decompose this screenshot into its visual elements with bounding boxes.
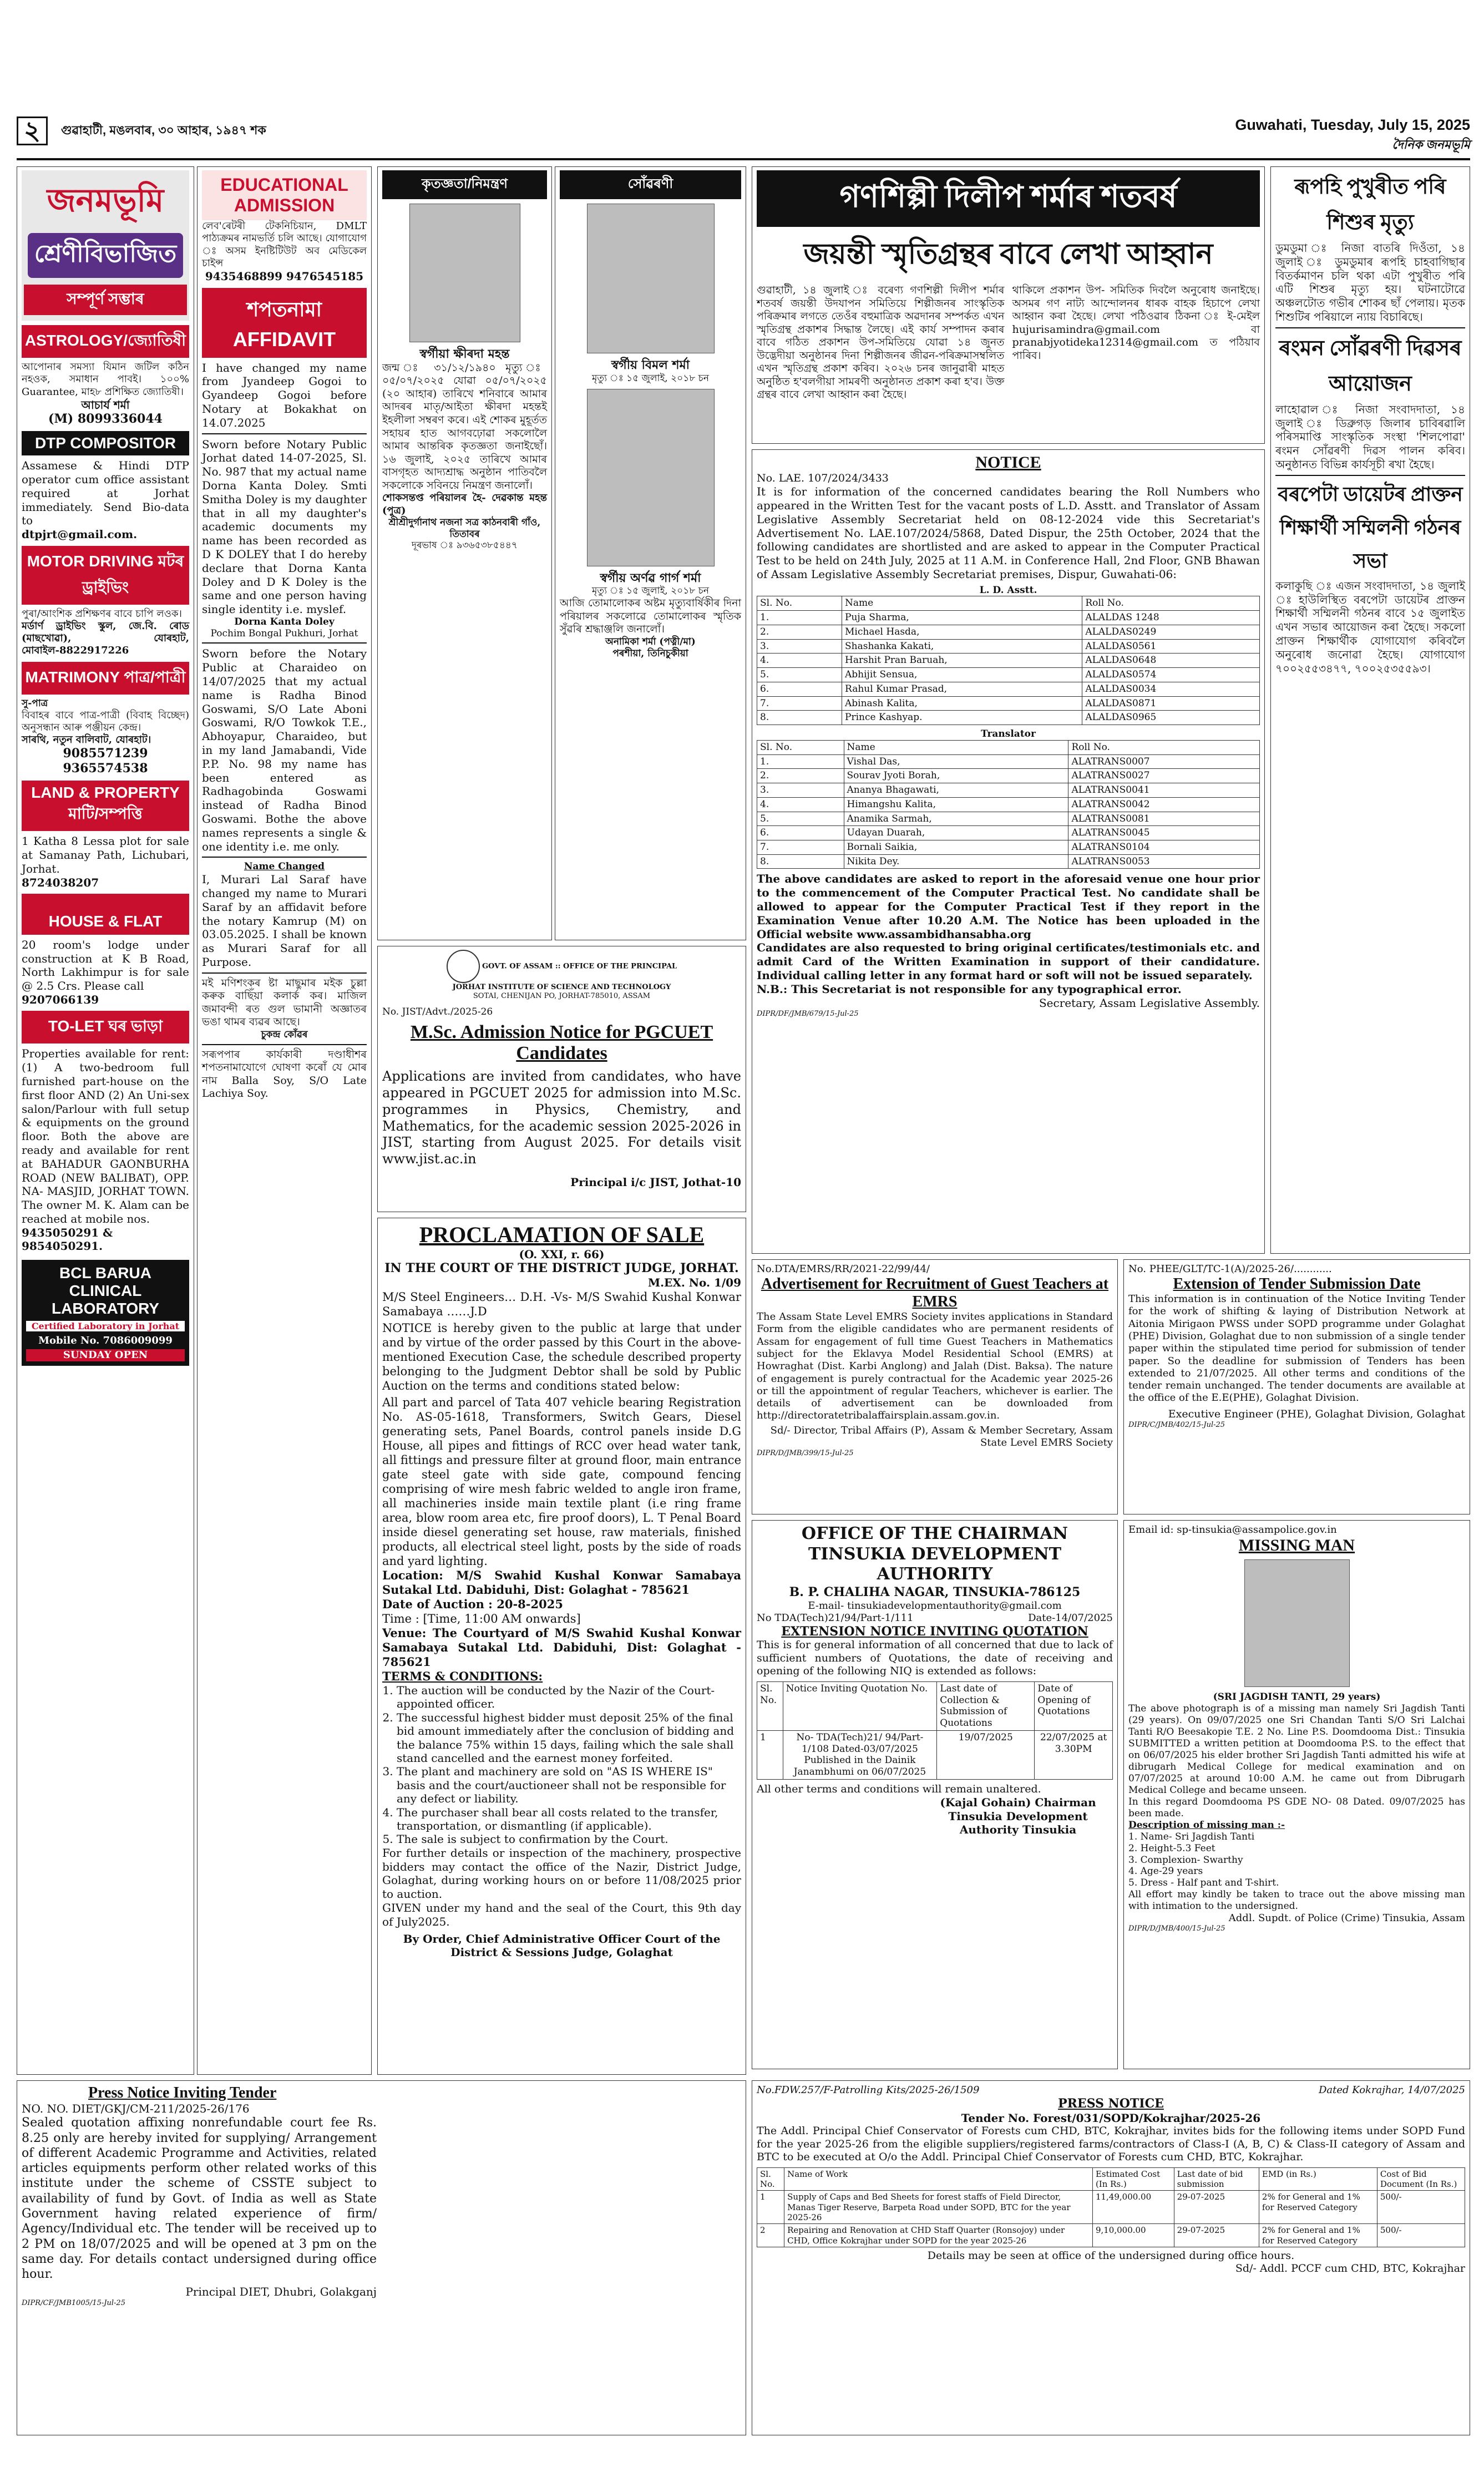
ld-table-cell: 8. — [757, 711, 842, 725]
sale-given: GIVEN under my hand and the seal of the Court, this 9th day of July2025. — [382, 1901, 741, 1928]
divider — [202, 1044, 367, 1045]
missing-desc-item: 4. Age-29 years — [1128, 1866, 1203, 1877]
tda-email: E-mail- tinsukiadevelopmentauthority@gmail.com — [808, 1599, 1062, 1612]
astrology-name: আচাৰ্য শৰ্মা — [81, 398, 130, 412]
educational-phone: 9435468899 9476545185 — [205, 270, 364, 283]
divider — [1275, 475, 1465, 476]
jist-institute: JORHAT INSTITUTE OF SCIENCE AND TECHNOLOGY — [452, 983, 671, 991]
ld-table-cell: 4. — [757, 654, 842, 668]
astrology-phone: (M) 8099336044 — [48, 412, 163, 427]
jist-title: M.Sc. Admission Notice for PGCUET Candidates — [410, 1022, 713, 1064]
obituary-2-name-1: স্বৰ্গীয় বিমল শৰ্মা — [611, 358, 690, 372]
sale-text: NOTICE is hereby given to the public at large that under and by virtue of the order passed by this Court in the above-mentioned Execution Case, the schedule described property belonging to the Judgment Debtor shall be sold by Public Auction on the terms and conditions stated below: — [382, 1321, 741, 1392]
bcl-name: BCL BARUA CLINICAL LABORATORY — [52, 1264, 159, 1317]
tda-title-2: TINSUKIA DEVELOPMENT AUTHORITY — [808, 1544, 1062, 1584]
btc-signature: Sd/- Addl. PCCF cum CHD, BTC, Kokrajhar — [1235, 2262, 1465, 2275]
translator-table — [757, 740, 1260, 869]
emrs-ref: No.DTA/EMRS/RR/2021-22/99/44/ — [757, 1263, 930, 1275]
tda-date: Date-14/07/2025 — [1028, 1612, 1113, 1624]
phe-signature: Executive Engineer (PHE), Golaghat Division, Golaghat — [1168, 1407, 1465, 1420]
motor-heading: MOTOR DRIVING মটৰ ড্ৰাইভিং — [22, 546, 189, 605]
tda-col: Last date of Collection & Submission of Quotations — [937, 1681, 1035, 1730]
translator-table-cell: ALATRANS0081 — [1068, 812, 1260, 826]
land-text: 1 Katha 8 Lessa plot for sale at Samanay Path, Lichubari, Jorhat. — [22, 834, 189, 875]
translator-table-row — [757, 797, 1260, 812]
affidavit-3: Sworn before the Notary Public at Charaideo on 14/07/2025 that my actual name is Radha Binod Goswami, S/O Late Aboni Goswami, R/O Towkok T.E., Abhoyapur, Charaideo, but in my land Jamabandi, Vide P.P. No. 98 my name has been entered as Radhagobinda Goswami instead of Radha Binod Goswami. Bothe the above names represents a single & one identity i.e. me only. — [202, 647, 367, 853]
ld-table-row — [757, 625, 1260, 639]
missing-caption: (SRI JAGDISH TANTI, 29 years) — [1213, 1691, 1381, 1703]
btc-table-cell: 2% for General and 1% for Reserved Category — [1259, 2191, 1377, 2224]
header-rule — [17, 158, 1470, 160]
missing-footer: All effort may kindly be taken to trace out the above missing man with intimation to the undersigned. — [1128, 1888, 1465, 1912]
ld-table-cell: Prince Kashyap. — [842, 711, 1082, 725]
translator-table-cell: ALATRANS0104 — [1068, 840, 1260, 854]
assembly-text: It is for information of the concerned candidates bearing the Roll Numbers who appeared in the Written Test for the vacant posts of L.D. Asstt. and Translator of Assam Legislative Assembly Secretariat held on 08-12-2024 vide this Secretariat's Advertisement No. LAE.107/2024/5868, Dated Dispur, the 25th October, 2024 that the following candidates are shortlisted and are asked to appear in the Computer Practical Test to be held on 24th July, 2025 at 11 A.M. in Conference Hall, 2nd Floor, GNB Bhawan of Assam Legislative Assembly Secretariat premises, Dispur, Guwahati-06: — [757, 485, 1260, 581]
divider — [1275, 327, 1465, 328]
affidavit-2: Sworn before Notary Public Jorhat dated 14-07-2025, Sl. No. 987 that my actual name Dorna Kanta Doley. Smti Smitha Doley is my daughter that in all my daughter's academic documents my name has been recorded as D K DOLEY that I do hereby declare that Dorna Kanta Doley and D K Doley is the same and one person having single identity i.e. myslef. — [202, 437, 367, 616]
translator-table-cell: Sourav Jyoti Borah, — [844, 769, 1068, 783]
divider — [202, 433, 367, 434]
sale-term: 3. The plant and machinery are sold on "AS IS WHERE IS" basis and the court/auctioneer shall not be responsible for any defect or liability. — [397, 1765, 741, 1805]
translator-table-cell: ALATRANS0045 — [1068, 826, 1260, 840]
obituary-2-heading: সোঁৱৰণী — [560, 170, 741, 199]
ld-table-cell: 6. — [757, 682, 842, 696]
translator-table-cell: Nikita Dey. — [844, 854, 1068, 869]
btc-table-header-cell: EMD (in Rs.) — [1259, 2167, 1377, 2191]
sale-court: IN THE COURT OF THE DISTRICT JUDGE, JORHAT. — [384, 1261, 739, 1276]
news-3-headline: বৰপেটা ডায়েটৰ প্ৰাক্তন শিক্ষাৰ্থী সম্মিলনী গঠনৰ সভা — [1278, 483, 1463, 572]
banner-title: জনমভূমি — [47, 183, 164, 219]
lead-headline-2: জয়ন্তী স্মৃতিগ্ৰন্থৰ বাবে লেখা আহ্বান — [803, 239, 1213, 270]
name-changed-text: I, Murari Lal Saraf have changed my name to Murari Saraf by an affidavit before the notary Kamrup (M) on 03.05.2025. I shall be known as Murari Saraf for all Purpose. — [202, 873, 367, 969]
obituary-1-phone: দূৰভাষ ঃ ৯৩৬৫৩৮৫৪৪৭ — [412, 540, 518, 551]
educational-text: লেব'ৰেটৰী টেকনিচিয়ান, DMLT পাঠ্যক্ৰমৰ নামভৰ্তি চলি আছে। যোগাযোগ ঃ অসম ইনষ্টিটিউট অব মেডিকেল চাইন্স — [202, 220, 367, 269]
ld-table-header-cell: Sl. No. — [757, 596, 842, 611]
btc-table-cell: Supply of Caps and Bed Sheets for forest staffs of Field Director, Manas Tiger Reserve, Barpeta Road under SOPD, BTC for the year 2025-26 — [784, 2191, 1093, 2224]
banner-subtitle: শ্ৰেণীবিভাজিত — [28, 233, 184, 278]
btc-table-cell: 2% for General and 1% for Reserved Category — [1259, 2224, 1377, 2247]
btc-table-cell: 29-07-2025 — [1174, 2224, 1259, 2247]
obituary-2-death-1: মৃত্যু ঃ ১৫ জুলাই, ২০১৮ চন — [591, 372, 710, 384]
translator-table-cell: Vishal Das, — [844, 754, 1068, 769]
ld-table-row — [757, 668, 1260, 682]
obituary-2-name-2: স্বৰ্গীয় অৰ্ণৱ গাৰ্গ শৰ্মা — [600, 570, 701, 585]
missing-dipr: DIPR/D/JMB/400/15-Jul-25 — [1128, 1924, 1225, 1933]
btc-text: The Addl. Principal Chief Conservator of Forests cum CHD, BTC, Kokrajhar, invites bids for the following items under SOPD Fund for the year 2025-26 from the eligible suppliers/registered farms/contractors of Class-I (A, B, C) & Class-II category of Assam and BTC to be executed at O/o the Addl. Principal Chief Conservator of Forests cum CHD, BTC, Kokrajhar. — [757, 2125, 1465, 2164]
sale-terms — [382, 1684, 741, 1846]
tda-cell: 22/07/2025 at 3.30PM — [1035, 1730, 1113, 1779]
tda-address: B. P. CHALIHA NAGAR, TINSUKIA-786125 — [789, 1584, 1081, 1599]
obituary-2-death-2: মৃত্যু ঃ ১৫ জুলাই, ২০১৮ চন — [591, 585, 710, 597]
translator-table-cell: ALATRANS0053 — [1068, 854, 1260, 869]
btc-table-header-cell: Estimated Cost (In Rs.) — [1092, 2167, 1174, 2191]
name-changed-heading: Name Changed — [244, 861, 325, 873]
phe-dipr: DIPR/C/JMB/402/15-Jul-25 — [1128, 1420, 1225, 1429]
assembly-notice — [752, 449, 1265, 1254]
bcl-phone: Mobile No. 7086009099 — [38, 1335, 173, 1347]
news-1-text: ডুমডুমা ঃ নিজা বাতৰি দিওঁতা, ১৪ জুলাই ঃ ডুমডুমাৰ ৰূপহি চাহবাগিছাৰ বিতৰ্কমাণন চলি থকা এটা পুখুৰীত পৰি এটি শিশুৰ মৃত্যু হয়। ঘটনাটোৱে অঞ্চলটোত গভীৰ শোকৰ ছাঁ পেলায়। মৃতক শিশুটিৰ পৰিয়ালে ন্যায় বিচাৰিছে। — [1275, 241, 1465, 323]
ld-table-cell: ALALDAS0034 — [1082, 682, 1260, 696]
btc-table-cell: 1 — [757, 2191, 784, 2224]
btc-table-header-cell: Sl. No. — [757, 2167, 784, 2191]
assembly-dipr: DIPR/DF/JMB/679/15-Jul-25 — [757, 1010, 859, 1018]
divider — [202, 642, 367, 644]
ld-table-cell: Shashanka Kakati, — [842, 639, 1082, 654]
land-phone: 8724038207 — [22, 875, 99, 889]
missing-desc-item: 2. Height-5.3 Feet — [1128, 1842, 1215, 1854]
translator-table-row — [757, 783, 1260, 798]
ld-table-cell: ALALDAS0965 — [1082, 711, 1260, 725]
missing-text: The above photograph is of a missing man namely Sri Jagdish Tanti (29 years). On 09/07/2025 one Sri Chandan Tanti S/O Sri Lalchai Tanti R/O Beesakopie T.E. 2 No. Line P.S. Doomdooma Dist.: Tinsukia SUBMITTED a written petition at Doomdooma P.S. to the effect that on 06/07/2025 his elder brother Sri Jagdish Tanti admitted his wife at dibrugarh Medical College for medical examination and on 07/07/2025 at around 10:00 A.M. he came out from Dibrugarh Medical College and became unseen. — [1128, 1703, 1465, 1796]
matrimony-text: বিবাহৰ বাবে পাত্ৰ-পাত্ৰী (বিবাহ বিচ্ছেদ) অনুসন্ধান আৰু পঞ্জীয়ন কেন্দ্ৰ। — [22, 709, 189, 733]
btc-table-header-cell: Last date of bid submission — [1174, 2167, 1259, 2191]
btc-table-row — [757, 2191, 1465, 2224]
missing-email: Email id: sp-tinsukia@assampolice.gov.in — [1128, 1524, 1337, 1536]
sale-title: PROCLAMATION OF SALE — [419, 1222, 705, 1247]
diet-title: Press Notice Inviting Tender — [88, 2084, 277, 2101]
translator-table-row — [757, 769, 1260, 783]
jist-logo-icon — [447, 950, 480, 983]
jist-header — [382, 950, 741, 1001]
dtp-text: Assamese & Hindi DTP operator cum office assistant required at Jorhat immediately. Send Bio-data to — [22, 459, 189, 528]
matrimony-sub: সু-পাত্ৰ — [22, 697, 48, 709]
assembly-footer: The above candidates are asked to report in the aforesaid venue one hour prior to the commencement of the Computer Practical Test. No candidate shall be allowed to appear for the Computer Practical Test if they report in the Examination Venue after 10.20 A.M. The Notice has been uploaded in the Official website www.assambidhansabha.org — [757, 872, 1260, 941]
btc-table-cell: 500/- — [1377, 2224, 1465, 2247]
ld-table-cell: Abinash Kalita, — [842, 696, 1082, 711]
obituary-1 — [377, 166, 552, 940]
tda-footer: All other terms and conditions will remain unaltered. — [757, 1782, 1041, 1795]
jist-signature: Principal i/c JIST, Jothat-10 — [570, 1175, 741, 1189]
tda-table — [757, 1681, 1113, 1780]
assembly-footer-2: Candidates are also requested to bring original certificates/testimonials etc. and admit Card of the Written Examination in support of their candidature. Individual calling letter in any format hard or soft will not be issued separately. — [757, 941, 1260, 982]
emrs-title: Advertisement for Recruitment of Guest Teachers at EMRS — [761, 1275, 1109, 1310]
translator-table-cell: 5. — [757, 812, 844, 826]
translator-table-row — [757, 754, 1260, 769]
ld-table-header-cell: Name — [842, 596, 1082, 611]
assembly-nb: N.B.: This Secretariat is not responsible for any typographical error. — [757, 982, 1182, 996]
ld-table-cell: Rahul Kumar Prasad, — [842, 682, 1082, 696]
ld-heading: L. D. Asstt. — [979, 584, 1037, 596]
emrs-text: The Assam State Level EMRS Society invites applications in Standard Form from the eligible candidates who are permanent residents of Assam for engagement of full time Guest Teachers in Mathematics subject for the Eklavya Model Residential School (EMRS) at Howraghat (Dist. Karbi Anglong) and Jalah (Dist. Baksa). The nature of engagement is purely contractual for the Academic year 2025-26 or till the appointment of regular Teachers, whichever is earlier. The details of advertisement can be downloaded from http://directoratetribalaffairsplain.assam.gov.in. — [757, 1310, 1113, 1422]
phe-text: This information is in continuation of the Notice Inviting Tender for the work of shifting & laying of Distribution Network at Aitonia Mirigaon PWSS under SOPD programme under Golaghat (PHE) Division, Golaghat due to non submission of a single tender paper within the stipulated time period for submission of tender paper. So the deadline for submission of Tenders has been extended to 21/07/2025. All other terms and conditions of the tender remain unchanged. The tender documents are available at the office of the E.E(PHE), Golaghat Division. — [1128, 1293, 1465, 1404]
translator-table-cell: 6. — [757, 826, 844, 840]
ld-table-cell: ALALDAS0648 — [1082, 654, 1260, 668]
ld-table-cell: 2. — [757, 625, 842, 639]
matrimony-name: সাৰথি, নতুন বালিবাট, যোৰহাট। — [22, 734, 151, 746]
matrimony-heading: MATRIMONY পাত্ৰ/পাত্ৰী — [22, 662, 189, 695]
divider — [202, 857, 367, 858]
jist-notice — [377, 946, 746, 1212]
ld-table-row — [757, 639, 1260, 654]
obituary-2-address: পৰশীয়া, তিনিচুকীয়া — [612, 647, 688, 659]
dtp-heading: DTP COMPOSITOR — [22, 431, 189, 455]
sale-further: For further details or inspection of the machinery, prospective bidders may contact the office of the Nazir, District Judge, Golaghat, during working hours on or before 11/08/2025 prior to auction. — [382, 1846, 741, 1901]
btc-table-cell: 11,49,000.00 — [1092, 2191, 1174, 2224]
assembly-title: NOTICE — [975, 453, 1041, 472]
classified-column — [17, 166, 194, 2075]
translator-table-cell: Anamika Sarmah, — [844, 812, 1068, 826]
matrimony-phone-1: 9085571239 — [63, 746, 148, 761]
house-phone: 9207066139 — [22, 993, 99, 1007]
jist-ref: No. JIST/Advt./2025-26 — [382, 1006, 493, 1017]
tda-ref: No TDA(Tech)21/94/Part-1/111 — [757, 1612, 914, 1624]
translator-table-row — [757, 812, 1260, 826]
translator-table-cell: 4. — [757, 797, 844, 812]
missing-desc-heading: Description of missing man :- — [1128, 1820, 1285, 1831]
ld-table-row — [757, 696, 1260, 711]
affidavit-2-name: Dorna Kanta Doley — [234, 616, 335, 627]
tda-title-1: OFFICE OF THE CHAIRMAN — [801, 1524, 1068, 1543]
header-paper-name: দৈনিক জনমভূমি — [1392, 138, 1470, 151]
obituary-2-text: আজি তোমালোকৰ অষ্টম মৃত্যুবাৰ্ষিকীৰ দিনা পৰিয়ালৰ সকলোৱে তোমালোকৰ স্মৃতিক সুঁৱৰি শ্ৰদ্ধাঞ্জলি জনালোঁ। — [560, 597, 741, 636]
btc-ref: No.FDW.257/F-Patrolling Kits/2025-26/1509 — [757, 2084, 980, 2096]
translator-table-header-cell: Roll No. — [1068, 740, 1260, 754]
sale-location: Location: M/S Swahid Kushal Konwar Samabaya Sutakal Ltd. Dabiduhi, Dist: Golaghat - 785621 — [382, 1568, 741, 1597]
ld-table-header-cell: Roll No. — [1082, 596, 1260, 611]
ld-table — [757, 596, 1260, 725]
btc-table-cell: 500/- — [1377, 2191, 1465, 2224]
news-2-text: লাহোৱাল ঃ নিজা সংবাদদাতা, ১৪ জুলাই ঃ ডিব্ৰুগড় জিলাৰ চাবিৰৱালি পৰিসমাপ্তি সাংস্কৃতিক সংস্থা 'শিলপোৱা' ৰংমন সোঁৱৰণী দিৱস পালন কৰিব। অনুষ্ঠানত বিভিন্ন কাৰ্যসূচী ৰখা হৈছে। — [1275, 402, 1465, 471]
emrs-notice — [752, 1259, 1118, 1514]
jist-address: SOTAI, CHENIJAN PO, JORHAT-785010, ASSAM — [473, 991, 651, 1000]
sale-venue: Venue: The Courtyard of M/S Swahid Kushal Konwar Samabaya Sutakal Ltd. Dabiduhi, Dist: Golaghat - 785621 — [382, 1626, 741, 1669]
motor-name: মৰ্ডাৰ্ণ ড্ৰাইভিং স্কুল, জে.বি. ৰোড (মাছখোৱা), যোৰহাট, মোবাইল-8822917226 — [22, 620, 189, 657]
page-number: ২ — [17, 116, 48, 145]
tda-col: Sl. No. — [757, 1681, 783, 1730]
matrimony-phone-2: 9365574538 — [63, 761, 148, 776]
translator-table-row — [757, 840, 1260, 854]
lead-text-2: থাকিলে প্ৰকাশন উপ- সমিতিক দিবলৈ অনুৰোধ জনাইছে। অসমৰ গণ নাট্য আন্দোলনৰ ধাৰক বাহক হিচাপে লেখা আহ্বান কৰা হৈছে। লেখা পঠিওৱাৰ ঠিকনা ঃ ই-মেইল hujurisamindra@gmail.com বা pranabjyotideka12314@gmail.com ত পঠিয়াব পাৰিব। — [1012, 284, 1260, 362]
translator-table-cell: ALATRANS0042 — [1068, 797, 1260, 812]
divider — [202, 972, 367, 974]
ld-table-row — [757, 711, 1260, 725]
sale-term: 2. The successful highest bidder must deposit 25% of the final bid amount immediately after the conclusion of bidding and the balance 75% within 15 days, failing which the sale shall stand cancelled and the earnest money forfeited. — [397, 1711, 741, 1765]
affidavit-4-name: চুকন্দ্ৰ কোঁৱৰ — [261, 1029, 308, 1040]
land-heading: LAND & PROPERTY মাটি/সম্পত্তি — [22, 781, 189, 831]
lead-text: গুৱাহাটী, ১৪ জুলাই ঃ বৰেণ্য গণশিল্পী দিলীপ শৰ্মাৰ শতবৰ্ষ জয়ন্তী উদযাপন সমিতিয়ে শিল্পীজনৰ সাংস্কৃতিক পৰিক্ৰমাৰ লগতে তেওঁৰ বহুমাত্ৰিক অৱদানৰ সম্পৰ্কত এখন স্মৃতিগ্ৰন্থ প্ৰকাশৰ সিদ্ধান্ত লৈছে। এই কাৰ্য সম্পাদন কৰাৰ বাবে গঠিত প্ৰকাশন উপ-সমিতিয়ে যোৱা ১৪ জুনত উদ্ভেদীয়া অনুষ্ঠানৰ দিনা শিল্পীজনৰ জীৱন-পৰিক্ৰমাসম্বলিত এখন স্মৃতিগ্ৰন্থ প্ৰকাশ কৰিব। ২০২৬ চনৰ জানুৱাৰী মাহত অনুষ্ঠিত হ'বলগীয়া সামৰণী অনুষ্ঠানত প্ৰকাশ কৰা হ'ব। উক্ত গ্ৰন্থৰ বাবে লেখা আহ্বান কৰা হৈছে। — [757, 284, 1005, 401]
emrs-signature: Sd/- Director, Tribal Affairs (P), Assam & Member Secretary, Assam State Level EMRS Society — [770, 1424, 1113, 1448]
astrology-heading: ASTROLOGY/জ্যোতিষী — [22, 325, 189, 358]
btc-ref-row — [757, 2084, 1465, 2096]
ld-table-cell: ALALDAS0871 — [1082, 696, 1260, 711]
translator-table-cell: ALATRANS0041 — [1068, 783, 1260, 798]
news-2-headline: ৰংমন সোঁৱৰণী দিৱসৰ আয়োজন — [1279, 336, 1462, 396]
translator-table-header-cell: Name — [844, 740, 1068, 754]
missing-desc-item: 5. Dress - Half pant and T-shirt. — [1128, 1877, 1279, 1889]
translator-table-cell: 2. — [757, 769, 844, 783]
obituary-2-photo-1 — [587, 204, 715, 353]
ld-table-cell: Puja Sharma, — [842, 611, 1082, 625]
tda-col: Date of Opening of Quotations — [1035, 1681, 1113, 1730]
page-header — [17, 116, 1470, 151]
affidavit-4: মই মণিশংকৰ ষ্টা মাছুমাৰ মইক চুল্লা কৰুক বাছিঁয়া কলাৰ্ক কৰ। মাজিল জমাবন্দী ৰত গুল ভামানী অজ্ঞাতৰ ভঙা থামৰ ব্যৱৰ আছে। — [202, 976, 367, 1029]
tolet-heading: TO-LET ঘৰ ভাড়া — [22, 1011, 189, 1043]
missing-notice — [1123, 1520, 1470, 2069]
lead-headline-1: গণশিল্পী দিলীপ শৰ্মাৰ শতবৰ্ষ — [757, 170, 1260, 227]
btc-footer: Details may be seen at office of the undersigned during office hours. — [927, 2249, 1295, 2262]
classified-banner — [22, 170, 189, 321]
tda-cell: 19/07/2025 — [937, 1730, 1035, 1779]
tolet-text: Properties available for rent: (1) A two-bedroom full furnished part-house on the first floor AND (2) An Uni-sex salon/Parlour with full setup & equipments on the ground floor. Both the above are ready and available for rent at BAHADUR GAONBURHA ROAD (NEW BALIBAT), OPP. NA- MASJID, JORHAT TOWN. The owner M. K. Alam can be reached at mobile nos. — [22, 1047, 189, 1226]
missing-title: MISSING MAN — [1238, 1536, 1355, 1554]
ld-table-cell: 7. — [757, 696, 842, 711]
translator-table-cell: 7. — [757, 840, 844, 854]
btc-notice — [752, 2080, 1470, 2435]
house-text: 20 room's lodge under construction at K B Road, North Lakhimpur is for sale @ 2.5 Crs. Please call — [22, 938, 189, 993]
btc-table-cell: Repairing and Renovation at CHD Staff Quarter (Ronsojoy) under CHD, Office Kokrajhar under SOPD for the year 2025-26 — [784, 2224, 1093, 2247]
ld-table-cell: 1. — [757, 611, 842, 625]
tda-cell: No- TDA(Tech)21/ 94/Part-1/108 Dated-03/07/2025 Published in the Dainik Janambhumi on 06/07/2025 — [783, 1730, 937, 1779]
diet-ref: NO. NO. DIET/GKJ/CM-211/2025-26/176 — [22, 2102, 250, 2115]
sale-terms-heading: TERMS & CONDITIONS: — [382, 1669, 543, 1684]
translator-heading: Translator — [981, 728, 1036, 740]
obituary-1-family: শোকসন্তপ্ত পৰিয়ালৰ হৈ- দেৱকান্ত মহন্ত (পুত্ৰ) — [382, 492, 547, 516]
tda-text: This is for general information of all concerned that due to lack of sufficient numbers of Quotations, the date of receiving and opening of the following NIQ is extended as follows: — [757, 1639, 1113, 1678]
obituary-2 — [555, 166, 746, 940]
sale-term: 5. The sale is subject to confirmation by the Court. — [397, 1832, 741, 1846]
btc-title: PRESS NOTICE — [1058, 2096, 1164, 2111]
sale-schedule: All part and parcel of Tata 407 vehicle bearing Registration No. AS-05-1618, Transformers, Switch Gears, Diesel generating sets, Panel Boards, control panels inside D.G House, all pipes and fittings of RCC over head water tank, all fittings and pressure filter at ground floor, main entrance gate steel gate with side gate, compound fencing comprising of wire mesh fabric welded to angle iron frame, all machineries inside main textile plant (i.e ring frame area, blow room area etc, fire proof doors), L. T Penal Board inside diesel generating set house, raw materials, finished products, all electrical steel light, posts by the side of roads and yard lighting. — [382, 1395, 741, 1568]
missing-signature: Addl. Supdt. of Police (Crime) Tinsukia, Assam — [1228, 1912, 1465, 1924]
phe-ref: No. PHEE/GLT/TC-1(A)/2025-26/............ — [1128, 1263, 1332, 1275]
tda-col: Notice Inviting Quotation No. — [783, 1681, 937, 1730]
ld-table-cell: ALALDAS 1248 — [1082, 611, 1260, 625]
sale-term: 1. The auction will be conducted by the Nazir of the Court-appointed officer. — [397, 1684, 741, 1711]
btc-table-row — [757, 2224, 1465, 2247]
news-1-headline: ৰূপহি পুখুৰীত পৰি শিশুৰ মৃত্যু — [1294, 175, 1446, 234]
affidavit-heading: শপতনামা AFFIDAVIT — [202, 288, 367, 358]
tda-ref-row — [757, 1612, 1113, 1624]
ld-table-row — [757, 682, 1260, 696]
notice-column — [197, 166, 372, 2075]
missing-desc-item: 3. Complexion- Swarthy — [1128, 1854, 1243, 1866]
obituary-2-photo-2 — [587, 389, 715, 566]
educational-banner — [202, 170, 367, 220]
translator-table-header-cell: Sl. No. — [757, 740, 844, 754]
right-news-column — [1270, 166, 1470, 1254]
news-3-text: কলাকুছি ঃ এজন সংবাদদাতা, ১৪ জুলাই ঃ হাউলিস্থিত বৰপেটা ডায়েটৰ প্ৰাক্তন শিক্ষাৰ্থী সম্মিলনী গঠনৰ বাবে ১৫ জুলাইত এখন সভাৰ আয়োজন কৰা হৈছে। সকলো প্ৰাক্তন শিক্ষাৰ্থীক যোগাযোগ কৰিবলৈ অনুৰোধ জনোৱা হৈছে। যোগাযোগ ৭০০২৫৫৩৪৭৭, ৭০০২৫৩৫৫৯৩। — [1275, 579, 1465, 675]
btc-subtitle: Tender No. Forest/031/SOPD/Kokrajhar/2025-26 — [961, 2111, 1261, 2125]
header-date-english: Guwahati, Tuesday, July 15, 2025 — [1235, 116, 1470, 133]
bcl-sub: Certified Laboratory in Jorhat — [26, 1321, 185, 1332]
ld-table-cell: 5. — [757, 668, 842, 682]
translator-table-cell: Udayan Duarah, — [844, 826, 1068, 840]
tda-cell: 1 — [757, 1730, 783, 1779]
motor-text: পুৰা/আংশিক প্ৰশিক্ষণৰ বাবে চাপি লওক। — [22, 607, 182, 620]
missing-text-2: In this regard Doomdooma PS GDE NO- 08 Dated. 09/07/2025 has been made. — [1128, 1796, 1465, 1820]
sale-time: Time : [Time, 11:00 AM onwards] — [382, 1612, 581, 1626]
lead-story — [752, 166, 1265, 444]
phe-title: Extension of Tender Submission Date — [1173, 1275, 1421, 1293]
ld-table-cell: ALALDAS0574 — [1082, 668, 1260, 682]
translator-table-row — [757, 826, 1260, 840]
translator-table-cell: ALATRANS0007 — [1068, 754, 1260, 769]
btc-table-cell: 2 — [757, 2224, 784, 2247]
translator-table-cell: 1. — [757, 754, 844, 769]
translator-table-row — [757, 854, 1260, 869]
affidavit-1: I have changed my name from Jyandeep Gogoi to Gyandeep Gogoi before Notary at Bokakhat on 14.07.2025 — [202, 361, 367, 429]
assembly-signature: Secretary, Assam Legislative Assembly. — [1039, 996, 1260, 1010]
btc-table-cell: 29-07-2025 — [1174, 2191, 1259, 2224]
bcl-ad — [22, 1260, 189, 1366]
btc-table — [757, 2167, 1465, 2247]
diet-text: Sealed quotation affixing nonrefundable court fee Rs. 8.25 only are hereby invited for supplying/ Arrangement of different Academic Programme and Activities, related articles equipments perform other related works of this institute under the scheme of CSSTE subject to availability of fund by Govt. of India as well as State Government having related experience of firm/ Agency/Individual etc. The tender will be received up to 2 PM on 18/07/2025 and will be opened at 3 pm on the same day. For details contact undersigned during office hour. — [22, 2116, 377, 2282]
ld-table-cell: 3. — [757, 639, 842, 654]
sale-term: 4. The purchaser shall bear all costs related to the transfer, transportation, or dismantling (if applicable). — [397, 1806, 741, 1833]
ld-table-row — [757, 611, 1260, 625]
translator-table-cell: Bornali Saikia, — [844, 840, 1068, 854]
dtp-email: dtpjrt@gmail.com. — [22, 528, 138, 541]
translator-table-cell: 8. — [757, 854, 844, 869]
sale-order: (O. XXI, r. 66) — [519, 1248, 605, 1261]
emrs-dipr: DIPR/D/JMB/399/15-Jul-25 — [757, 1448, 854, 1457]
jist-text: Applications are invited from candidates, who have appeared in PGCUET 2025 for admission into M.Sc. programmes in Physics, Chemistry, and Mathematics, for the academic session 2025-2026 in JIST, starting from August 2025. For details visit www.jist.ac.in — [382, 1068, 741, 1167]
translator-table-cell: Ananya Bhagawati, — [844, 783, 1068, 798]
translator-table-cell: Himangshu Kalita, — [844, 797, 1068, 812]
ld-table-cell: Harshit Pran Baruah, — [842, 654, 1082, 668]
header-date-assamese: গুৱাহাটী, মঙলবাৰ, ৩০ আহাৰ, ১৯৪৭ শক — [61, 123, 266, 137]
ld-table-cell: ALALDAS0249 — [1082, 625, 1260, 639]
diet-dipr: DIPR/CF/JMB1005/15-Jul-25 — [22, 2298, 125, 2307]
tda-signature: (Kajal Gohain) Chairman Tinsukia Development Authority Tinsukia — [940, 1796, 1096, 1837]
diet-signature: Principal DIET, Dhubri, Golakganj — [185, 2285, 377, 2299]
btc-date: Dated Kokrajhar, 14/07/2025 — [1318, 2084, 1465, 2096]
obituary-1-address: শ্ৰীশ্ৰীদুৰ্গানাথ নজনা সত্ৰ কাঠনবাৰী গাঁও, তিতাবৰ — [388, 516, 541, 540]
tda-notice-title: EXTENSION NOTICE INVITING QUOTATION — [781, 1624, 1088, 1639]
bcl-sunday: SUNDAY OPEN — [26, 1349, 185, 1361]
diet-notice — [17, 2080, 746, 2435]
ld-table-cell: ALALDAS0561 — [1082, 639, 1260, 654]
affidavit-2-addr: Pochim Bongal Pukhuri, Jorhat — [210, 627, 358, 639]
obituary-1-photo — [409, 204, 520, 342]
banner-tagline: সম্পূৰ্ণ সম্ভাৰ — [24, 285, 187, 315]
phe-notice — [1123, 1259, 1470, 1514]
sale-notice — [377, 1218, 746, 2075]
obituary-1-name: স্বৰ্গীয়া ক্ষীৰদা মহন্ত — [419, 347, 510, 361]
astrology-text: আপোনাৰ সমস্যা যিমান জটিল কঠিন নহওক, সমাধান পাবই। ১০০% Guarantee, মাহ৮ প্ৰশিক্ষিত জ্যোতিষী। — [22, 361, 189, 398]
obituary-1-heading: কৃতজ্ঞতা/নিমন্ত্ৰণ — [382, 170, 547, 199]
sale-mex: M.EX. No. 1/09 — [647, 1276, 741, 1290]
obituary-2-family: অনামিকা শৰ্মা (পত্নী/মা) — [605, 636, 696, 647]
missing-photo — [1244, 1559, 1350, 1687]
translator-table-cell: ALATRANS0027 — [1068, 769, 1260, 783]
btc-table-header-cell: Name of Work — [784, 2167, 1093, 2191]
sale-parties: M/S Steel Engineers… D.H. -Vs- M/S Swahid Kushal Konwar Samabaya ……J.D — [382, 1290, 741, 1318]
educational-heading: EDUCATIONAL ADMISSION — [220, 175, 348, 215]
ld-table-cell: Abhijit Sensua, — [842, 668, 1082, 682]
lead-body — [757, 284, 1260, 402]
jist-govt: GOVT. OF ASSAM :: OFFICE OF THE PRINCIPAL — [482, 962, 677, 971]
sale-date: Date of Auction : 20-8-2025 — [382, 1597, 563, 1612]
assembly-ref: No. LAE. 107/2024/3433 — [757, 472, 889, 484]
sale-signature: By Order, Chief Administrative Officer Court of the District & Sessions Judge, Golaghat — [403, 1932, 721, 1959]
missing-desc-item: 1. Name- Sri Jagdish Tanti — [1128, 1831, 1255, 1843]
ld-table-row — [757, 654, 1260, 668]
affidavit-5: সৰূপপাৰ কাৰ্যকাৰী দণ্ডাধীশৰ শপতনামাযোগে ঘোষণা কৰোঁ যে মোৰ নাম Balla Soy, S/O Late Lachiya Soy. — [202, 1048, 367, 1100]
tda-notice — [752, 1520, 1118, 2069]
obituary-1-text: জন্ম ঃ ৩১/১২/১৯৪০ মৃত্যু ঃ ০৫/০৭/২০২৫ যোৱা ০৫/০৭/২০২৫ (২০ আহাৰ) তাৰিখে শনিবাৰে আমাৰ আদৰৰ মাতৃ/আইতা ক্ষীৰদা মহন্তই ইহলীলা সম্বৰণ কৰে। এই শোকৰ মুহূৰ্তত সহায়ৰ হাত আগবঢ়োৱা সকলোলৈ আমাৰ আন্তৰিক কৃতজ্ঞতা জনাইছোঁ। ১৬ জুলাই, ২০২৫ তাৰিখে আমাৰ বাসগৃহত আদ্যশ্ৰাদ্ধ অনুষ্ঠান পাতিবলৈ সকলোকে সবিনয়ে নিমন্ত্ৰণ জনালোঁ। — [382, 361, 547, 492]
tolet-phone: 9435050291 & 9854050291. — [22, 1225, 113, 1253]
house-heading: HOUSE & FLAT — [22, 894, 189, 935]
btc-table-cell: 9,10,000.00 — [1092, 2224, 1174, 2247]
btc-table-header-cell: Cost of Bid Document (In Rs.) — [1377, 2167, 1465, 2191]
translator-table-cell: 3. — [757, 783, 844, 798]
missing-desc — [1128, 1831, 1465, 1889]
ld-table-cell: Michael Hasda, — [842, 625, 1082, 639]
